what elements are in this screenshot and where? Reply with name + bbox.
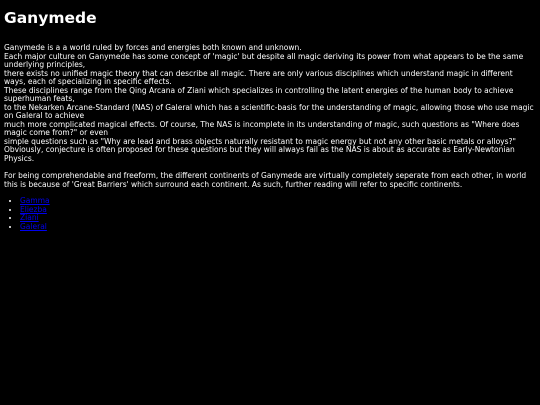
continents-paragraph: For being comprehendable and freeform, the different continents of Ganymede are virtually completely seperate from each other, in world this is because of 'Great Barriers' which surround each continent. As such, further reading will refer to specific continents. [4,171,527,189]
intro-line: to the Nekarken Arcane-Standard (NAS) of Galeral which has a scientific-basis for the understanding of magic, allowing those who use magic on Galeral to achieve [4,102,534,120]
intro-line: simple questions such as "Why are lead and brass objects naturally resistant to magic energy but not any other basic metals or alloys?" [4,136,516,146]
intro-line: there exists no unified magic theory that can describe all magic. There are only various disciplines which understand magic in different ways, each of specializing in specific effects. [4,68,513,86]
continent-link-list [4,197,536,231]
link-gamma[interactable]: Gamma [20,196,50,205]
link-eliezba[interactable]: Eliezba [20,204,47,214]
list-item [20,214,536,223]
link-galeral[interactable]: Galeral [20,221,47,231]
list-item [20,197,536,206]
intro-line: These disciplines range from the Qing Arcana of Ziani which specializes in controlling the latent energies of the human body to achieve superhuman feats, [4,85,514,103]
intro-line: much more complicated magical effects. Of course, The NAS is incomplete in its understanding of magic, such questions as "Where does magic come from?" or even [4,119,520,137]
link-ziani[interactable]: Ziani [20,213,39,222]
intro-line: Obviously, conjecture is often proposed for these questions but they will always fail as the NAS is about as accurate as Early-Newtonian Physics. [4,145,515,163]
page-title: Ganymede [4,9,97,27]
list-item [20,223,536,232]
intro-paragraph [4,44,536,189]
list-item [20,206,536,215]
intro-line: Ganymede is a a world ruled by forces and energies both known and unknown. [4,43,302,52]
intro-line: Each major culture on Ganymede has some concept of 'magic' but despite all magic deriving its power from what appears to be the same underlying principles, [4,51,524,69]
